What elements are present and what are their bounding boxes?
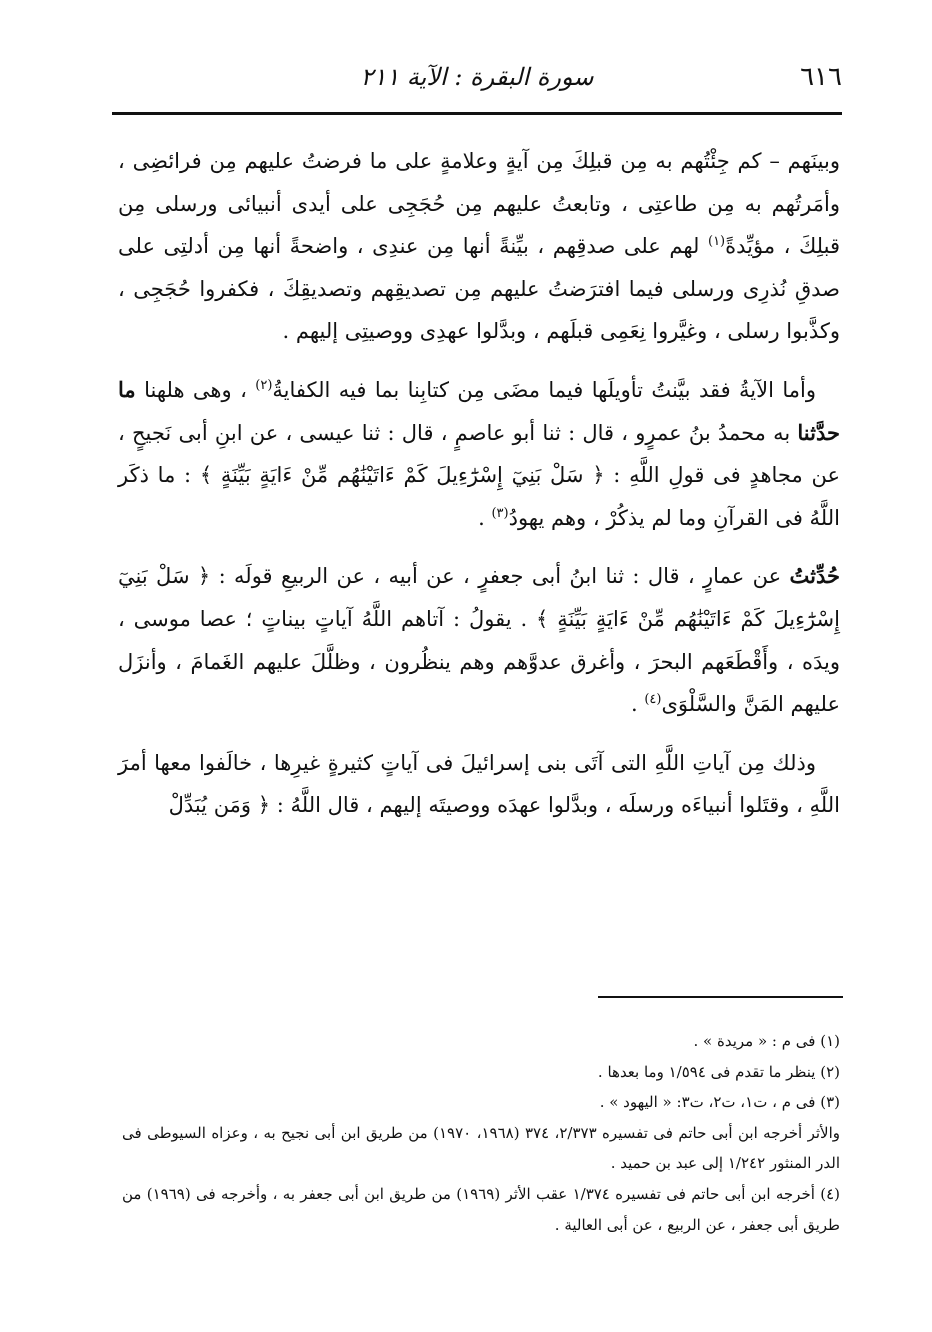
paragraph-3-text: به محمدُ بنُ عمرٍو ، قال : ثنا أبو عاصمٍ ، قال : ثنا عيسى ، عن ابنِ أبى نَجيحٍ ، عن مجاهدٍ فى قولِ اللَّهِ : [118,420,840,488]
page-number: ٦١٦ [800,62,842,92]
footnote-3: (٣) فى م ، ت١، ت٢، ت٣: « اليهود » . [599,1093,840,1112]
footnote-2: (٢) ينظر ما تقدم فى ١/٥٩٤ وما بعدها . [597,1062,840,1081]
paragraph-5 [118,742,840,827]
footnote-3-continuation: والأثر أخرجه ابن أبى حاتم فى تفسيره ٢/٣٧٣، ٣٧٤ (١٩٦٨، ١٩٧٠) من طريق ابن أبى نجيح به ، وعزاه السيوطى فى الدر المنثور ١/٢٤٢ إلى عبد بن حميد . [122,1123,841,1173]
paragraph-1-text: وبينَهم – كم جِئْتُهم به مِن قبلِكَ مِن آيةٍ وعلامةٍ على ما فرضتُ عليهم مِن فرائضِى ، وأمَرتُهم به مِن طاعتِى ، وتابعتُ عليهم مِن حُجَجِى على أيدى أنبيائى ورسلى مِن قبلِكَ ، مؤيِّدةً [118,149,840,259]
paragraph-5-text: وذلك مِن آياتِ اللَّهِ التى آتَى بنى إسرائيلَ فى آياتٍ كثيرةٍ غيرِها ، خالَفوا معها أمرَ اللَّهِ ، وقتَلوا أنبياءَه ورسلَه ، وبدَّلوا عهدَه ووصيتَه إليهم ، قال اللَّهُ : [118,750,840,818]
narration-opening: حُدِّثتُ [789,563,840,589]
footnote-ref-1: (١) [707,234,726,250]
footnotes [122,1026,840,1240]
paragraph-1 [118,140,840,353]
hadith-opening: ما حدَّثنا [118,376,840,445]
paragraph-4 [118,555,840,725]
footnote-4: (٤) أخرجه ابن أبى حاتم فى تفسيره ١/٣٧٤ عقب الأثر (١٩٦٩) من طريق ابن أبى جعفر به ، وأخرجه فى (١٩٦٩) من طريق أبى جعفر ، عن الربيع ، عن أبى العالية . [122,1184,840,1234]
paragraph-4-rest: . يقولُ : آتاهم اللَّهُ آياتٍ بيناتٍ ؛ عصا موسى ، ويدَه ، وأَقْطَعَهم البحرَ ، وأغرق عدوَّهم وهم ينظُرون ، وظلَّلَ عليهم الغَمامَ ، وأنزَل عليهم المَنَّ والسَّلْوَى [118,606,840,717]
paragraph-1-rest: لهم على صدقِهم ، بيِّنةً أنها مِن عندِى ، واضحةً أنها مِن أدلتِى على صدقِ نُذرِى ورسلى فيما افترَضتُ عليهم مِن تصديقِهم وتصديقِكَ ، فكفروا حُجَجِى ، وكذَّبوا رسلى ، وغيَّروا نِعَمِى قبلَهم ، وبدَّلوا عهدِى ووصيتِى إليهم . [118,234,840,344]
quran-quote-1: ﴿ سَلْ بَنِيٓ إِسْرَٰٓءِيلَ كَمْ ءَاتَيْنَٰهُم مِّنْ ءَايَةٍ بَيِّنَةٍ ﴾ [199,463,605,488]
paragraph-3-end: . [478,505,485,530]
running-title: سورة البقرة : الآية ٢١١ [360,63,594,91]
paragraph-2-rest: ، وهى هلهنا [144,377,247,402]
paragraph-2 [118,369,840,539]
paragraph-2-text: وأما الآيةُ فقد بيَّنتُ تأويلَها فيما مضَى مِن كتابِنا بما فيه الكفايةُ [272,377,816,402]
footnote-1: (١) فى م : « مريدة » . [693,1032,840,1050]
paragraph-4-end: . [630,692,638,717]
page-header [112,60,842,100]
footnote-ref-4: (٤) [644,692,662,708]
paragraph-3-rest: : ما ذكَر اللَّهُ فى القرآنِ وما لم يذكُرْ ، وهم يهودُ [118,463,840,530]
main-text [118,140,840,843]
footnote-separator [598,996,843,998]
quran-quote-2: ﴿ سَلْ بَنِيٓ إِسْرَٰٓءِيلَ كَمْ ءَاتَيْنَٰهُم مِّنْ ءَايَةٍ بَيِّنَةٍ ﴾ [118,564,840,631]
quran-quote-3: ﴿ وَمَن يُبَدِّلْ [168,793,271,818]
header-rule [112,112,842,115]
paragraph-4-text: عن عمارٍ ، قال : ثنا ابنُ أبى جعفرٍ ، عن أبيه ، عن الربيعِ قولَه : [218,564,782,589]
footnote-ref-3: (٣) [491,505,509,521]
footnote-ref-2: (٢) [255,377,273,393]
